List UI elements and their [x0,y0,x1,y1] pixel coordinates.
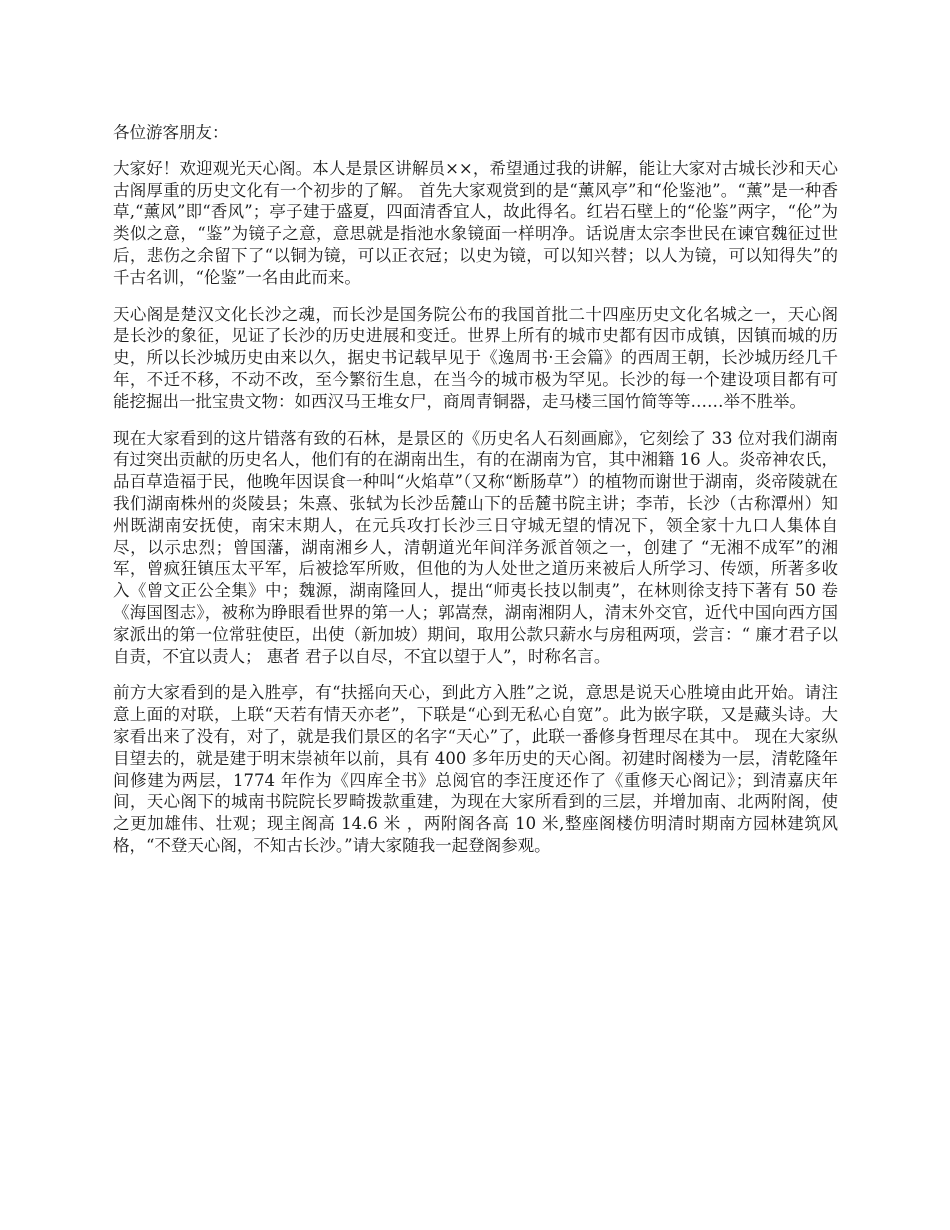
paragraph-tianxin-history: 天心阁是楚汉文化长沙之魂，而长沙是国务院公布的我国首批二十四座历史文化名城之一，天心阁是长沙的象征，见证了长沙的历史进展和变迁。世界上所有的城市史都有因市成镇，因镇而城的历史，所以长沙城历史由来以久，据史书记载早见于《逸周书·王会篇》的西周王朝，长沙城历经几千年，不迁不移，不动不改，至今繁衍生息，在当今的城市极为罕见。长沙的每一个建设项目都有可能挖掘出一批宝贵文物：如西汉马王堆女尸，商周青铜器，走马楼三国竹简等等……举不胜举。 [113,304,838,411]
document-body [113,122,838,872]
paragraph-stone-gallery: 现在大家看到的这片错落有致的石林，是景区的《历史名人石刻画廊》，它刻绘了 33 位对我们湖南有过突出贡献的历史名人，他们有的在湖南出生，有的在湖南为官，其中湘籍 16 人。炎帝神农氏，品百草造福于民，他晚年因误食一种叫“火焰草”（又称“断肠草”）的植物而谢世于湖南，炎帝陵就在我们湖南株州的炎陵县；朱熹、张轼为长沙岳麓山下的岳麓书院主讲；李芾，长沙（古称潭州）知州既湖南安抚使，南宋末期人，在元兵攻打长沙三日守城无望的情况下，领全家十九口人集体自尽，以示忠烈；曾国藩，湖南湘乡人，清朝道光年间洋务派首领之一，创建了 “无湘不成军”的湘军，曾疯狂镇压太平军，后被捻军所败，但他的为人处世之道历来被后人所学习、传颂，所著多收入《曾文正公全集》中；魏源，湖南隆回人，提出“师夷长技以制夷”，在林则徐支持下著有 50 卷《海国图志》，被称为睁眼看世界的第一人；郭嵩焘，湖南湘阴人，清末外交官，近代中国向西方国家派出的第一位常驻使臣，出使（新加坡）期间，取用公款只薪水与房租两项，尝言：“ 廉才君子以自责，不宜以责人； 惠者 君子以自尽，不宜以望于人”，时称名言。 [113,428,838,666]
paragraph-rusheng-pavilion: 前方大家看到的是入胜亭，有“扶摇向天心，到此方入胜”之说，意思是说天心胜境由此开始。请注意上面的对联，上联“天若有情天亦老”，下联是“心到无私心自宽”。此为嵌字联，又是藏头诗。大家看出来了没有，对了，就是我们景区的名字“天心”了，此联一番修身哲理尽在其中。 现在大家纵目望去的，就是建于明末崇祯年以前，具有 400 多年历史的天心阁。初建时阁楼为一层，清乾隆年间修建为两层，1774 年作为《四库全书》总阅官的李汪度还作了《重修天心阁记》；到清嘉庆年间，天心阁下的城南书院院长罗畸拨款重建，为现在大家所看到的三层，并增加南、北两附阁，使之更加雄伟、壮观；现主阁高 14.6 米 ，两附阁各高 10 米,整座阁楼仿明清时期南方园林建筑风格，“不登天心阁，不知古长沙。”请大家随我一起登阁参观。 [113,683,838,855]
paragraph-welcome: 大家好！欢迎观光天心阁。本人是景区讲解员××，希望通过我的讲解，能让大家对古城长沙和天心古阁厚重的历史文化有一个初步的了解。 首先大家观赏到的是“薰风亭”和“伦鉴池”。“薰”是一种香草,“薰风”即“香风”；亭子建于盛夏，四面清香宜人，故此得名。红岩石壁上的“伦鉴”两字，“伦”为类似之意，“鉴”为镜子之意，意思就是指池水象镜面一样明净。话说唐太宗李世民在谏官魏征过世后，悲伤之余留下了“以铜为镜，可以正衣冠；以史为镜，可以知兴替；以人为镜，可以知得失”的千古名训，“伦鉴”一名由此而来。 [113,158,838,287]
greeting-line: 各位游客朋友： [113,123,229,142]
